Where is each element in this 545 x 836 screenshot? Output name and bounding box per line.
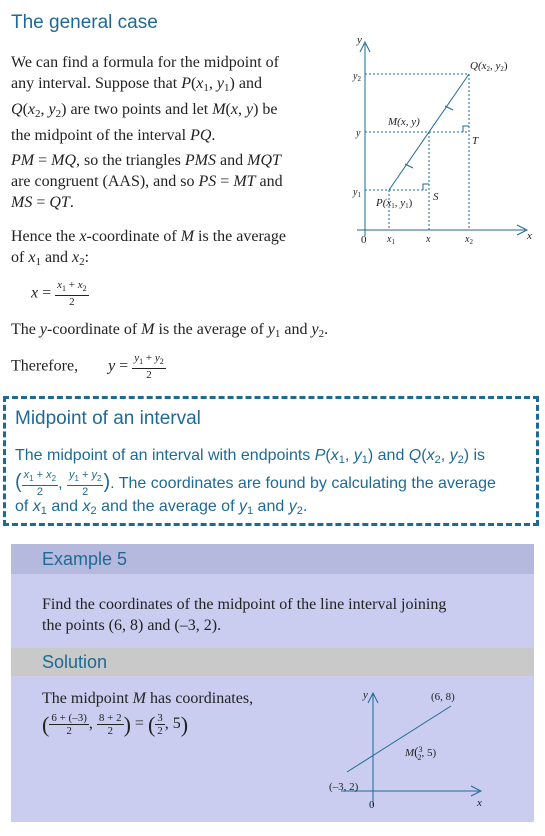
- intro-paragraph: [11, 52, 331, 146]
- right-angle-t: [463, 126, 469, 132]
- solution-body: [11, 676, 534, 822]
- point-6-8-label: (6, 8): [431, 691, 455, 703]
- q-label: Q(x2, y2): [470, 60, 508, 73]
- y-midpoint-formula: Therefore, y = $\frac{y_1 + y_2}{2}$: [11, 352, 164, 382]
- t-label: T: [472, 135, 479, 147]
- midpoint-label: M($^3$ 2, 5): [405, 744, 437, 762]
- x-label: x: [426, 234, 431, 245]
- box-title: Midpoint of an interval: [15, 408, 201, 429]
- congruence-line-3: MS = QT.: [11, 194, 74, 211]
- x2-label: $x_2$: [465, 234, 473, 246]
- example-diagram: [321, 684, 491, 818]
- x-axis-label: x: [527, 230, 532, 242]
- right-angle-s: [423, 184, 429, 190]
- y-label: y: [356, 128, 361, 139]
- solution-formula: ( $\frac{6 + (-3)}{2}$ , $\frac{8 + 2}{2}$ ) = ( $\frac{3}{2}$ , 5): [42, 712, 189, 737]
- m-label: M(x, y): [388, 116, 420, 128]
- midpoint-diagram: [345, 30, 540, 250]
- intro-line-2: any interval. Suppose that $P(x_1$, $y_1$) and: [11, 75, 262, 94]
- intro-line-4: the midpoint of the interval PQ.: [11, 127, 216, 144]
- example-title: Example 5: [42, 549, 128, 569]
- box-line-3: of $x_1$ and $x_2$ and the average of $y_1$ and $y_2$.: [15, 498, 308, 517]
- x-axis-label: x: [477, 797, 482, 809]
- intro-line-1: We can find a formula for the midpoint of: [11, 54, 279, 71]
- section-title: The general case: [11, 12, 158, 33]
- s-label: S: [433, 191, 439, 203]
- x1-label: $x_1$: [387, 234, 395, 246]
- y-axis-label: y: [357, 34, 362, 46]
- origin-label: 0: [369, 799, 375, 811]
- equal-tick-2: [445, 106, 453, 110]
- hence-paragraph: [11, 226, 341, 273]
- midpoint-summary-box: [3, 396, 539, 526]
- hence-line-2: of $x_1$ and $x_2$:: [11, 249, 90, 268]
- congruence-line-2: are congruent (AAS), and so PS = MT and: [11, 173, 283, 190]
- example-line-2: the points (6, 8) and (–3, 2).: [42, 617, 222, 634]
- intro-line-3: $Q(x_2$, $y_2$) are two points and let M(x, y) be: [11, 101, 278, 120]
- example-body: [11, 574, 534, 648]
- point-neg3-2-label: (–3, 2): [329, 781, 359, 793]
- box-line-2: ( $\frac{x_1 + x_2}{2}$ , $\frac{y_1 + y_2}{2}$ ). The coordinates are found by calculating the average: [15, 469, 496, 499]
- x-midpoint-formula: x = $\frac{x_1 + x_2}{2}$: [31, 279, 87, 309]
- y1-label: $y_1$: [353, 187, 361, 199]
- congruence-paragraph: [11, 150, 341, 213]
- solution-title: Solution: [42, 652, 108, 672]
- example-interval: [347, 706, 451, 772]
- p-label: P(x1, y1): [376, 197, 413, 210]
- equal-tick-1: [405, 164, 413, 168]
- congruence-line-1: PM = MQ, so the triangles PMS and MQT: [11, 152, 281, 169]
- y2-label: $y_2$: [353, 71, 361, 83]
- solution-header: [11, 648, 534, 676]
- y-axis-label: y: [363, 689, 368, 701]
- solution-line-1: The midpoint M has coordinates,: [42, 690, 254, 707]
- y-coordinate-sentence: The y-coordinate of M is the average of $y_1$ and $y_2$.: [11, 321, 329, 340]
- origin-label: 0: [361, 234, 367, 246]
- box-line-1: The midpoint of an interval with endpoints $P(x_1$, $y_1$) and $Q(x_2$, $y_2$) is: [15, 447, 486, 466]
- hence-line-1: Hence the x-coordinate of M is the average: [11, 228, 286, 245]
- example-header: [11, 544, 534, 574]
- example-line-1: Find the coordinates of the midpoint of the line interval joining: [42, 596, 447, 613]
